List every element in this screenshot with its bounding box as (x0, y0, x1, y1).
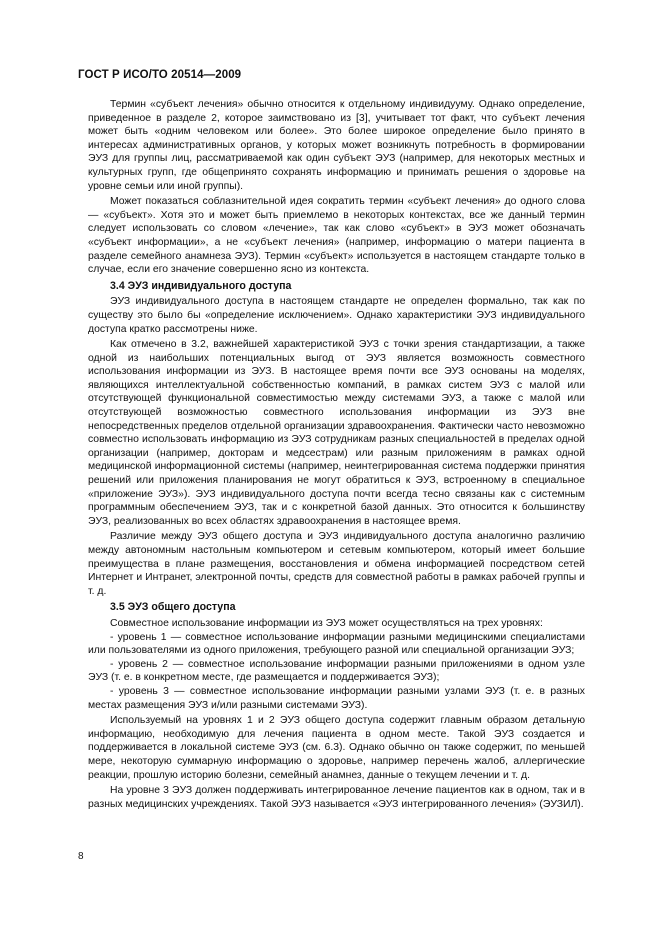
paragraph: Используемый на уровнях 1 и 2 ЭУЗ общего доступа содержит главным образом детальную информацию, необходимую для лечения пациента в одном месте. Такой ЭУЗ создается и поддерживается в локальной системе ЭУЗ (см. 6.3). Однако обычно он также содержит, по меньшей мере, некоторую суммарную информацию о здоровье, например перечень жалоб, аллергические реакции, прошлую историю болезни, семейный анамнез, данные о текущем лечении и т. д. (88, 715, 585, 781)
list-item: - уровень 3 — совместное использование информации разными узлами ЭУЗ (т. е. в разных местах размещения ЭУЗ и/или разными системами ЭУЗ). (88, 685, 585, 711)
list-item: - уровень 2 — совместное использование информации разными приложениями в одном узле ЭУЗ (т. е. в конкретном месте, где размещается и поддерживается ЭУЗ); (88, 658, 585, 684)
page-number: 8 (78, 851, 84, 862)
paragraph: Может показаться соблазнительной идея сократить термин «субъект лечения» до одного слова — «субъект». Хотя это и может быть приемлемо в некоторых контекстах, все же данный термин следует использовать со словом «лечение», так как слово «субъект» в ЭУЗ может обозначать «субъект информации», а не «субъект лечения» (например, информацию о матери пациента в разделе семейного анамнеза ЭУЗ). Термин «субъект» используется в настоящем стандарте только в случае, если его значение совершенно ясно из контекста. (88, 196, 585, 276)
paragraph: ЭУЗ индивидуального доступа в настоящем стандарте не определен формально, так как по существу это было бы «определение исключением». Однако характеристики ЭУЗ индивидуального доступа кратко рассмотрены ниже. (88, 296, 585, 335)
list-item: - уровень 1 — совместное использование информации разными медицинскими специалистами или пользователями из одного приложения, требующего разной или специальной организации ЭУЗ; (88, 631, 585, 657)
paragraph: На уровне 3 ЭУЗ должен поддерживать интегрированное лечение пациентов как в одном, так и в разных медицинских учреждениях. Такой ЭУЗ называется «ЭУЗ интегрированного лечения» (ЭУЗИЛ). (88, 785, 585, 810)
paragraph: Как отмечено в 3.2, важнейшей характеристикой ЭУЗ с точки зрения стандартизации, а также одной из наибольших потенциальных выгод от ЭУЗ является возможность совместного использования информации из ЭУЗ. В настоящее время почти все ЭУЗ основаны на моделях, являющихся интеллектуальной собственностью компаний, в рамках систем ЭУЗ с малой или отсутствующей функциональной совместимостью между системами ЭУЗ, а также с малой или отсутствующей возможностью совместного использования информации из ЭУЗ вне непосредственных пределов отдельной организации здравоохранения. Фактически часто невозможно совместно использовать информацию из ЭУЗ сотрудникам разных специальностей в пределах одной организации (например, докторам и медсестрам) или разным приложениям в рамках одной медицинской информационной системы (например, неинтегрированная система поддержки принятия решений или приложения планирования не могут обратиться к ЭУЗ, встроенному в специальное «приложение ЭУЗ»). ЭУЗ индивидуального доступа почти всегда тесно связаны как с системным программным обеспечением ЭУЗ, так и с конкретной базой данных. Это относится к большинству ЭУЗ, реализованных во всех областях здравоохранения в настоящее время. (88, 339, 585, 527)
paragraph: Термин «субъект лечения» обычно относится к отдельному индивидууму. Однако определение, приведенное в разделе 2, которое заимствовано из [3], учитывает тот факт, что субъект лечения может быть «одним человеком или более». Это более широкое определение было принято в интересах административных органов, у которых может возникнуть потребность в формировании ЭУЗ для группы лиц, рассматриваемой как один субъект ЭУЗ (например, для некоторых местных и культурных групп, где общепринято сохранять информацию и принимать решения о здоровье на уровне семьи или иной группы). (88, 99, 585, 192)
section-heading-3-4: 3.4 ЭУЗ индивидуального доступа (110, 279, 292, 292)
document-body (88, 98, 585, 811)
paragraph: Различие между ЭУЗ общего доступа и ЭУЗ индивидуального доступа аналогично различию между автономным настольным компьютером и сетевым компьютером, который имеет большие преимущества в плане размещения, восстановления и обмена информацией посредством сетей Интернет и Интранет, электронной почты, средств для совместной работы в рамках рабочей группы и т. д. (88, 531, 585, 597)
paragraph: Совместное использование информации из ЭУЗ может осуществляться на трех уровнях: (110, 617, 543, 629)
section-heading-3-5: 3.5 ЭУЗ общего доступа (110, 601, 236, 614)
document-header: ГОСТ Р ИСО/ТО 20514—2009 (78, 69, 242, 81)
